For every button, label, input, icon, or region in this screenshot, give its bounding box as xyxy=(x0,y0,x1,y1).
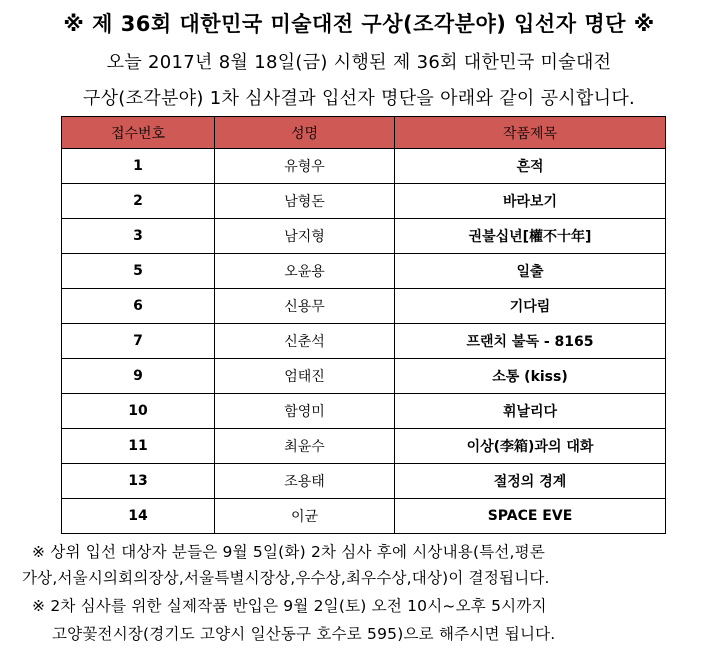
page-title: ※ 제 36회 대한민국 미술대전 구상(조각분야) 입선자 명단 ※ xyxy=(63,12,655,36)
table-row xyxy=(62,499,666,534)
header-name: 성명 xyxy=(215,117,395,149)
artwork-title-cell: 이상(李箱)과의 대화 xyxy=(395,429,666,464)
artwork-title-cell: 일출 xyxy=(395,254,666,289)
entry-number-cell: 9 xyxy=(62,359,215,394)
artist-name-cell: 이균 xyxy=(215,499,395,534)
artwork-title-cell: 바라보기 xyxy=(395,184,666,219)
artwork-title-cell: 기다림 xyxy=(395,289,666,324)
artist-name-cell: 엄태진 xyxy=(215,359,395,394)
artist-name-cell: 유형우 xyxy=(215,149,395,184)
artwork-title-cell: 프랜치 불독 - 8165 xyxy=(395,324,666,359)
table-row xyxy=(62,429,666,464)
artist-name-cell: 최윤수 xyxy=(215,429,395,464)
table-row xyxy=(62,149,666,184)
table-row xyxy=(62,464,666,499)
artwork-title-cell: SPACE EVE xyxy=(395,499,666,534)
artwork-title-cell: 권불십년[權不十年] xyxy=(395,219,666,254)
artist-name-cell: 신춘석 xyxy=(215,324,395,359)
table-row xyxy=(62,289,666,324)
artist-name-cell: 남지형 xyxy=(215,219,395,254)
header-number: 접수번호 xyxy=(62,117,215,149)
artist-name-cell: 오윤용 xyxy=(215,254,395,289)
table-row xyxy=(62,219,666,254)
header-artwork-title: 작품제목 xyxy=(395,117,666,149)
artist-name-cell: 함영미 xyxy=(215,394,395,429)
table-row xyxy=(62,254,666,289)
entry-number-cell: 14 xyxy=(62,499,215,534)
entry-number-cell: 10 xyxy=(62,394,215,429)
note-line-3: ※ 2차 심사를 위한 실제작품 반입은 9월 2일(토) 오전 10시~오후 5시까지 xyxy=(32,597,547,615)
note-line-4: 고양꽃전시장(경기도 고양시 일산동구 호수로 595)으로 해주시면 됩니다. xyxy=(52,625,556,643)
table-row xyxy=(62,184,666,219)
artist-name-cell: 조용태 xyxy=(215,464,395,499)
note-line-2: 가상,서울시의회의장상,서울특별시장상,우수상,최우수상,대상)이 결정됩니다. xyxy=(22,569,550,587)
table-row xyxy=(62,359,666,394)
entry-number-cell: 2 xyxy=(62,184,215,219)
entry-number-cell: 7 xyxy=(62,324,215,359)
winners-table xyxy=(61,116,666,534)
entry-number-cell: 5 xyxy=(62,254,215,289)
artwork-title-cell: 휘날리다 xyxy=(395,394,666,429)
entry-number-cell: 6 xyxy=(62,289,215,324)
table-row xyxy=(62,324,666,359)
artwork-title-cell: 소통 (kiss) xyxy=(395,359,666,394)
artist-name-cell: 남형돈 xyxy=(215,184,395,219)
table-row xyxy=(62,394,666,429)
entry-number-cell: 1 xyxy=(62,149,215,184)
table-header-row xyxy=(62,117,666,149)
intro-line-1: 오늘 2017년 8월 18일(금) 시행된 제 36회 대한민국 미술대전 xyxy=(106,52,612,73)
artwork-title-cell: 흔적 xyxy=(395,149,666,184)
note-line-1: ※ 상위 입선 대상자 분들은 9월 5일(화) 2차 심사 후에 시상내용(특선,평론 xyxy=(32,543,546,561)
intro-line-2: 구상(조각분야) 1차 심사결과 입선자 명단을 아래와 같이 공시합니다. xyxy=(82,88,636,109)
artwork-title-cell: 절정의 경계 xyxy=(395,464,666,499)
entry-number-cell: 13 xyxy=(62,464,215,499)
artist-name-cell: 신용무 xyxy=(215,289,395,324)
entry-number-cell: 11 xyxy=(62,429,215,464)
entry-number-cell: 3 xyxy=(62,219,215,254)
